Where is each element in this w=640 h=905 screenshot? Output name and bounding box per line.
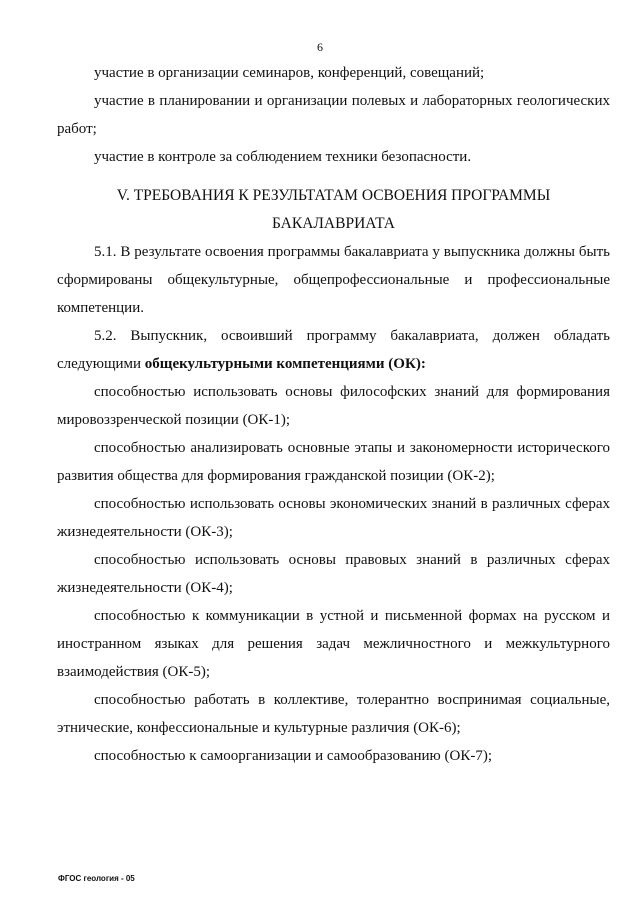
section-title: V. ТРЕБОВАНИЯ К РЕЗУЛЬТАТАМ ОСВОЕНИЯ ПРОГРАММЫ БАКАЛАВРИАТА [116, 187, 551, 232]
paragraph-5-1: 5.1. В результате освоения программы бакалавриата у выпускника должны быть сформированы общекультурные, общепрофессиональные и профессиональные компетенции. [57, 244, 610, 316]
list-item: участие в организации семинаров, конференций, совещаний; [94, 65, 485, 81]
paragraph-5-2 [57, 322, 610, 378]
competency-item: способностью к самоорганизации и самообразованию (ОК-7); [94, 748, 493, 764]
document-body [57, 59, 610, 770]
list-item: участие в планировании и организации полевых и лабораторных геологических работ; [57, 93, 610, 137]
paragraph-5-2-text: 5.2. Выпускник, освоивший программу бакалавриата, должен обладать следующими [57, 328, 610, 372]
paragraph-5-2-bold: общекультурными компетенциями (ОК): [144, 356, 426, 372]
competency-item: способностью работать в коллективе, толерантно воспринимая социальные, этнические, конфессиональные и культурные различия (ОК-6); [57, 692, 610, 736]
competency-item: способностью к коммуникации в устной и письменной формах на русском и иностранном языках для решения задач межличностного и межкультурного взаимодействия (ОК-5); [57, 608, 610, 680]
competency-item: способностью использовать основы философских знаний для формирования мировоззренческой позиции (ОК-1); [57, 384, 610, 428]
competency-item: способностью анализировать основные этапы и закономерности исторического развития общества для формирования гражданской позиции (ОК-2); [57, 440, 610, 484]
competency-item: способностью использовать основы экономических знаний в различных сферах жизнедеятельности (ОК-3); [57, 496, 610, 540]
competency-item: способностью использовать основы правовых знаний в различных сферах жизнедеятельности (ОК-4); [57, 552, 610, 596]
footer-label: ФГОС геология - 05 [58, 874, 135, 883]
page-number: 6 [317, 40, 323, 54]
list-item: участие в контроле за соблюдением техники безопасности. [94, 149, 472, 165]
